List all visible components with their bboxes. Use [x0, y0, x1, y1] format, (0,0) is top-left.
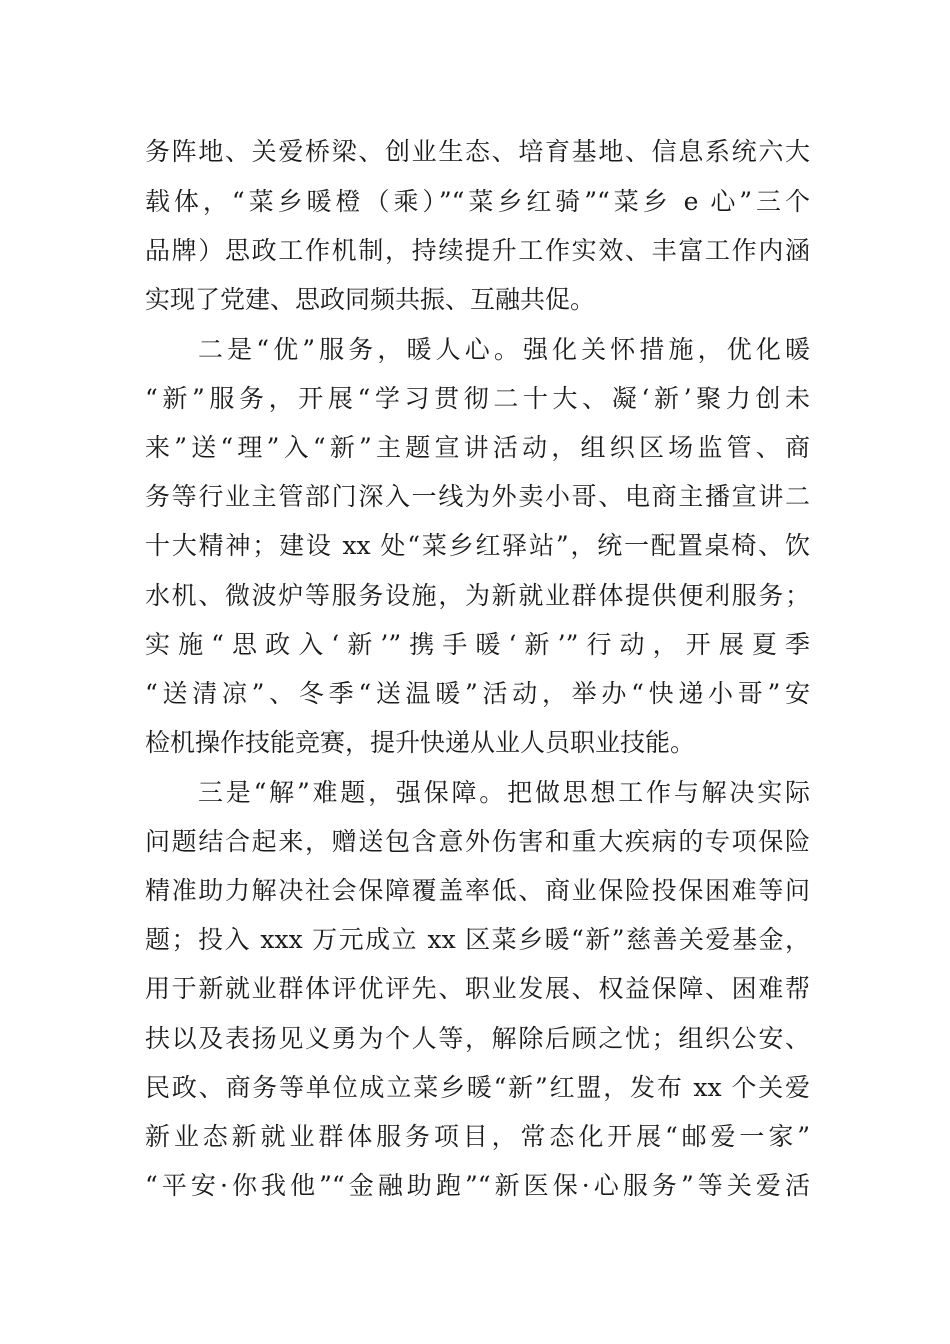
text-line: 十大精神；建设 xx 处“菜乡红驿站”，统一配置桌椅、饮	[145, 531, 810, 560]
text-line: 用于新就业群体评优评先、职业发展、权益保障、困难帮	[145, 974, 810, 1003]
text-line: “平安·你我他”“金融助跑”“新医保·心服务”等关爱活	[145, 1171, 810, 1200]
text-line: 民政、商务等单位成立菜乡暖“新”红盟，发布 xx 个关爱	[145, 1073, 810, 1102]
text-line: 扶以及表扬见义勇为个人等，解除后顾之忧；组织公安、	[145, 1024, 810, 1053]
text-line: 来”送“理”入“新”主题宣讲活动，组织区场监管、商	[145, 433, 810, 462]
paragraph-heading-line: 三是“解”难题，强保障。把做思想工作与解决实际	[198, 778, 810, 807]
text-line: 新业态新就业群体服务项目，常态化开展“邮爱一家”	[145, 1122, 810, 1151]
text-line: 题；投入 xxx 万元成立 xx 区菜乡暖“新”慈善关爱基金，	[145, 925, 810, 954]
text-line: 务阵地、关爱桥梁、创业生态、培育基地、信息系统六大	[145, 137, 810, 166]
text-line: 问题结合起来，赠送包含意外伤害和重大疾病的专项保险	[145, 827, 810, 856]
text-line: 实现了党建、思政同频共振、互融共促。	[145, 285, 596, 314]
text-line: “送清凉”、冬季“送温暖”活动，举办“快递小哥”安	[145, 679, 810, 708]
text-line: 水机、微波炉等服务设施，为新就业群体提供便利服务；	[145, 581, 810, 610]
text-line: 务等行业主管部门深入一线为外卖小哥、电商主播宣讲二	[145, 482, 810, 511]
paragraph-heading-line: 二是“优”服务，暖人心。强化关怀措施，优化暖	[198, 335, 810, 364]
text-line: 检机操作技能竞赛，提升快递从业人员职业技能。	[145, 728, 696, 757]
text-line: 载体，“菜乡暖橙（乘）”“菜乡红骑”“菜乡 e 心”三个	[145, 187, 810, 216]
text-line: 精准助力解决社会保障覆盖率低、商业保险投保困难等问	[145, 876, 810, 905]
text-line: 品牌）思政工作机制，持续提升工作实效、丰富工作内涵	[145, 236, 810, 265]
text-line: 实施“思政入‘新’”携手暖‘新’”行动，开展夏季	[145, 630, 810, 659]
text-line: “新”服务，开展“学习贯彻二十大、凝‘新’聚力创未	[145, 384, 810, 413]
